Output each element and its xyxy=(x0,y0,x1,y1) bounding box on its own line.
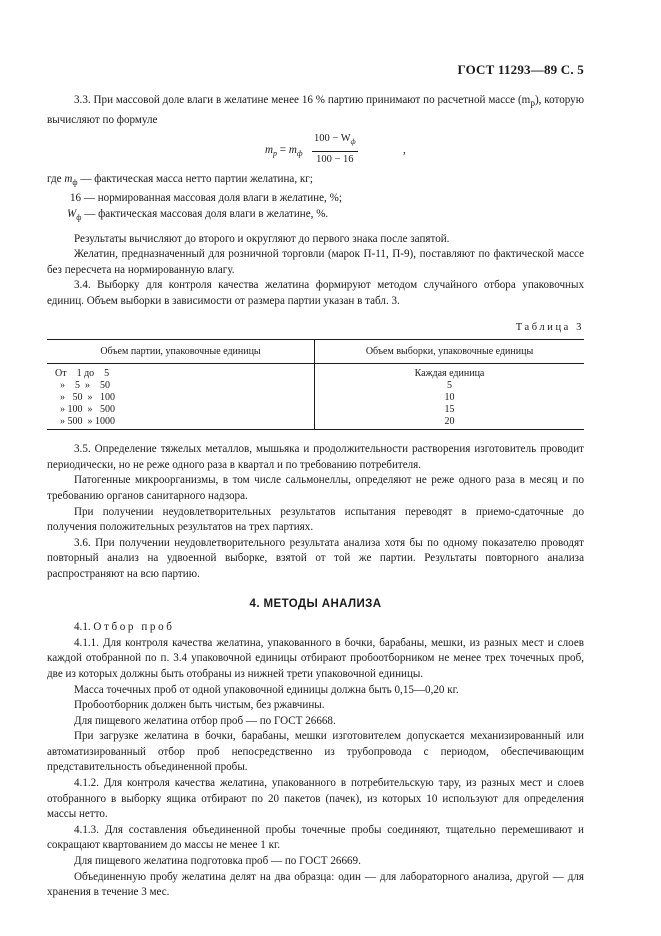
table-bottom-rule xyxy=(47,429,584,442)
formula-fraction xyxy=(312,131,358,167)
table-3 xyxy=(47,339,584,429)
section-title: 4. МЕТОДЫ АНАЛИЗА xyxy=(249,597,382,610)
sample-size: 10 xyxy=(444,392,455,404)
formula-denominator: 100 − 16 xyxy=(316,154,354,166)
paragraph-food-preparation: Для пищевого желатина подготовка проб — по ГОСТ 26669. xyxy=(74,855,361,868)
paragraph-3-4: 3.4. Выборку для контроля качества желатина формируют методом случайного отбора упаковочных единиц. Объем выборки в зависимости от размера партии указан в табл. 3. xyxy=(47,279,584,307)
lot-range: » 500 » 1000 xyxy=(55,416,115,428)
paragraph-unsatisfactory: При получении неудовлетворительных результатов испытания переводят в приемо-сдаточные до получения положительных результатов на трех партиях. xyxy=(47,505,584,534)
lot-range: » 5 » 50 xyxy=(55,380,110,392)
lot-range: » 50 » 100 xyxy=(55,392,115,404)
table-row xyxy=(47,404,584,416)
formula-numerator: $100 - W_ф$ xyxy=(312,131,358,152)
paragraph-sampler: Пробоотборник должен быть чистым, без ржавчины. xyxy=(74,699,325,712)
paragraph-3-6: 3.6. При получении неудовлетворительного результата анализа хотя бы по одному показателю проводят повторный анализ на удвоенной выборке, взятой от той же партии. Результаты повторного анализа распространяют на всю партию. xyxy=(47,536,584,580)
lot-range: От 1 до 5 xyxy=(55,368,110,380)
subsection-4-1: 4.1. Отбор проб xyxy=(74,621,175,634)
definition-row: 16 — нормированная массовая доля влаги в желатине, %; xyxy=(70,192,342,205)
page-header: ГОСТ 11293—89 С. 5 xyxy=(457,62,584,77)
paragraph-3-3: 3.3. При массовой доле влаги в желатине менее 16 % партию принимают по расчетной массе $(m_р)$, которую вычисляют по формуле xyxy=(47,94,584,126)
paragraph-pathogens: Патогенные микроорганизмы, в том числе сальмонеллы, определяют не реже одного раза в месяц и по требованию органов санитарного надзора. xyxy=(47,474,584,502)
paragraph-4-1-2: 4.1.2. Для контроля качества желатина, упакованного в потребительскую тару, из разных мест и слоев отобранного в выборку ящика отбирают по 20 пакетов (пачек), из которых 10 используют для определения массы нетто. xyxy=(47,777,584,821)
table-row xyxy=(47,364,584,381)
sample-size: 15 xyxy=(444,404,455,416)
formula-comma: , xyxy=(403,144,406,157)
document-body xyxy=(47,93,584,901)
paragraph-3-5: 3.5. Определение тяжелых металлов, мышьяка и продолжительности растворения изготовитель проводит периодически, но не реже одного раза в квартал и по требованию потребителя. xyxy=(47,443,584,471)
paragraph-4-1-3: 4.1.3. Для составления объединенной пробы точечные пробы соединяют, тщательно перемешивают и сокращают квартованием до массы не менее 1 кг. xyxy=(47,823,584,852)
paragraph-split: Объединенную пробу желатина делят на два образца: один — для лабораторного анализа, другой — для хранения в течение 3 мес. xyxy=(47,870,584,899)
sample-size: 20 xyxy=(444,416,455,428)
paragraph-loading: При загрузке желатина в бочки, барабаны, мешки изготовителем допускается механизированный или автоматизированный отбор проб непосредственно из трубопровода с периодом, обеспечивающим представительность объединенной пробы. xyxy=(47,730,584,774)
definition-row: где $m_ф$ — фактическая масса нетто партии желатина, кг; xyxy=(47,173,313,188)
paragraph-4-1-1: 4.1.1. Для контроля качества желатина, упакованного в бочки, барабаны, мешки, из разных мест и слоев каждой отобранной по п. 3.4 упаковочной единицы отбирают пробоотборником не менее трех точечных проб, две из которых должны быть отобраны из нижней трети упаковочной единицы. xyxy=(47,636,584,680)
table-row xyxy=(47,392,584,404)
paragraph-rounding: Результаты вычисляют до второго и округляют до первого знака после запятой. xyxy=(74,232,450,245)
lot-range: » 100 » 500 xyxy=(55,404,115,416)
sample-size: 5 xyxy=(447,380,452,392)
table-row xyxy=(47,380,584,392)
formula xyxy=(47,131,584,169)
formula-lhs: $m_р = m_ф$ xyxy=(265,144,303,159)
paragraph-retail: Желатин, предназначенный для розничной торговли (марок П-11, П-9), поставляют по фактической массе без пересчета на нормированную влагу. xyxy=(47,248,584,276)
paragraph-mass: Масса точечных проб от одной упаковочной единицы должна быть 0,15—0,20 кг. xyxy=(74,683,459,696)
table-row xyxy=(47,416,584,429)
table-header-lot: Объем партии, упаковочные единицы xyxy=(47,340,315,364)
paragraph-food-sampling: Для пищевого желатина отбор проб — по ГОСТ 26668. xyxy=(74,714,336,727)
table-header-sample: Объем выборки, упаковочные единицы xyxy=(315,340,585,364)
table-title: Таблица 3 xyxy=(515,321,584,333)
definition-row: $W_ф$ — фактическая массовая доля влаги в желатине, %. xyxy=(67,207,329,223)
definitions xyxy=(47,172,584,225)
sample-size: Каждая единица xyxy=(414,368,485,380)
